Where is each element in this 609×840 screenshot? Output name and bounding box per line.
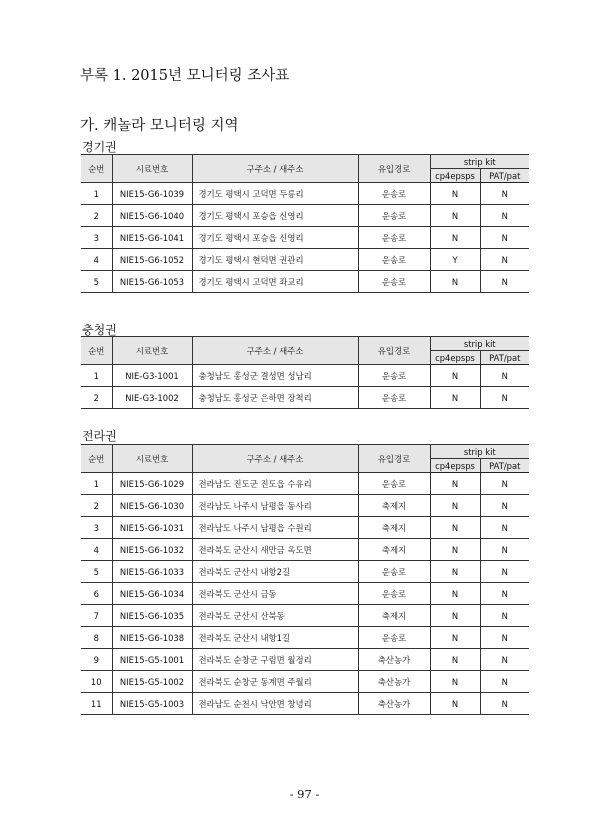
col-header-sample-id: 시료번호: [112, 155, 192, 183]
table-row: [81, 693, 529, 715]
table-row: [81, 583, 529, 605]
cell-route: 축제지: [358, 517, 430, 539]
cell-address: 충청남도 홍성군 결성면 성남리: [192, 365, 358, 387]
cell-pat: N: [480, 387, 529, 409]
cell-cp4epsps: N: [430, 495, 480, 517]
cell-pat: N: [480, 605, 529, 627]
cell-cp4epsps: N: [430, 649, 480, 671]
cell-sample-id: NIE15-G6-1039: [112, 183, 192, 205]
cell-address: 전라남도 나주시 남평읍 동사리: [192, 495, 358, 517]
cell-sample-id: NIE15-G6-1033: [112, 561, 192, 583]
table-row: [81, 671, 529, 693]
cell-route: 운송로: [358, 365, 430, 387]
cell-sample-id: NIE15-G6-1032: [112, 539, 192, 561]
cell-pat: N: [480, 365, 529, 387]
cell-pat: N: [480, 249, 529, 271]
cell-address: 전라북도 군산시 새만금 옥도면: [192, 539, 358, 561]
cell-pat: N: [480, 649, 529, 671]
cell-address: 전라남도 순천시 낙안면 창녕리: [192, 693, 358, 715]
col-header-no: 순번: [81, 445, 112, 473]
cell-no: 2: [81, 205, 112, 227]
cell-route: 축산농가: [358, 671, 430, 693]
cell-cp4epsps: N: [430, 583, 480, 605]
cell-cp4epsps: N: [430, 473, 480, 495]
cell-route: 운송로: [358, 473, 430, 495]
col-header-route: 유입경로: [358, 445, 430, 473]
monitoring-table-chungcheong: [81, 336, 529, 409]
cell-route: 축제지: [358, 539, 430, 561]
cell-cp4epsps: N: [430, 627, 480, 649]
cell-cp4epsps: N: [430, 183, 480, 205]
cell-address: 경기도 평택시 고덕면 두릉리: [192, 183, 358, 205]
table-row: [81, 605, 529, 627]
cell-route: 운송로: [358, 183, 430, 205]
col-header-strip-kit: strip kit: [430, 337, 529, 351]
cell-no: 7: [81, 605, 112, 627]
table-row: [81, 205, 529, 227]
cell-no: 11: [81, 693, 112, 715]
cell-cp4epsps: N: [430, 227, 480, 249]
cell-address: 전라북도 군산시 내항1길: [192, 627, 358, 649]
cell-cp4epsps: N: [430, 271, 480, 293]
cell-pat: N: [480, 671, 529, 693]
cell-address: 충청남도 홍성군 은하면 장척리: [192, 387, 358, 409]
table-row: [81, 387, 529, 409]
cell-route: 축제지: [358, 495, 430, 517]
cell-no: 3: [81, 227, 112, 249]
col-header-strip-kit: strip kit: [430, 155, 529, 169]
cell-address: 전라북도 순창군 동계면 주월리: [192, 671, 358, 693]
monitoring-table-gyeonggi: [81, 154, 529, 293]
col-header-sample-id: 시료번호: [112, 445, 192, 473]
col-header-sample-id: 시료번호: [112, 337, 192, 365]
cell-cp4epsps: N: [430, 517, 480, 539]
cell-cp4epsps: N: [430, 693, 480, 715]
cell-no: 1: [81, 183, 112, 205]
cell-address: 전라북도 군산시 산북동: [192, 605, 358, 627]
col-header-cp4epsps: cp4epsps: [430, 459, 480, 473]
cell-pat: N: [480, 205, 529, 227]
cell-sample-id: NIE15-G6-1030: [112, 495, 192, 517]
cell-sample-id: NIE15-G6-1034: [112, 583, 192, 605]
cell-pat: N: [480, 227, 529, 249]
col-header-no: 순번: [81, 337, 112, 365]
cell-sample-id: NIE15-G5-1002: [112, 671, 192, 693]
region-title-jeolla: 전라권: [82, 429, 117, 443]
cell-cp4epsps: N: [430, 605, 480, 627]
cell-address: 전라북도 순창군 구림면 월정리: [192, 649, 358, 671]
cell-cp4epsps: N: [430, 671, 480, 693]
cell-route: 운송로: [358, 227, 430, 249]
cell-pat: N: [480, 561, 529, 583]
cell-route: 운송로: [358, 583, 430, 605]
cell-no: 4: [81, 539, 112, 561]
col-header-cp4epsps: cp4epsps: [430, 351, 480, 365]
region-title-chungcheong: 충청권: [82, 323, 117, 337]
cell-sample-id: NIE-G3-1002: [112, 387, 192, 409]
cell-route: 운송로: [358, 271, 430, 293]
cell-address: 경기도 평택시 포승읍 신영리: [192, 227, 358, 249]
cell-pat: N: [480, 183, 529, 205]
cell-no: 1: [81, 365, 112, 387]
cell-sample-id: NIE15-G6-1035: [112, 605, 192, 627]
col-header-pat: PAT/pat: [480, 169, 529, 183]
cell-sample-id: NIE15-G5-1001: [112, 649, 192, 671]
table-row: [81, 473, 529, 495]
cell-cp4epsps: Y: [430, 249, 480, 271]
monitoring-table-jeolla: [81, 444, 529, 715]
cell-sample-id: NIE15-G6-1053: [112, 271, 192, 293]
cell-cp4epsps: N: [430, 387, 480, 409]
cell-route: 운송로: [358, 249, 430, 271]
cell-no: 5: [81, 271, 112, 293]
cell-address: 전라남도 진도군 진도읍 수유리: [192, 473, 358, 495]
cell-address: 경기도 평택시 고덕면 좌교리: [192, 271, 358, 293]
cell-cp4epsps: N: [430, 561, 480, 583]
cell-no: 3: [81, 517, 112, 539]
cell-address: 전라북도 군산시 금동: [192, 583, 358, 605]
cell-pat: N: [480, 583, 529, 605]
cell-address: 경기도 평택시 현덕면 권관리: [192, 249, 358, 271]
table-row: [81, 517, 529, 539]
cell-route: 운송로: [358, 387, 430, 409]
cell-no: 5: [81, 561, 112, 583]
section-title: 가. 캐놀라 모니터링 지역: [80, 118, 239, 134]
table-row: [81, 183, 529, 205]
table-row: [81, 561, 529, 583]
cell-no: 9: [81, 649, 112, 671]
cell-sample-id: NIE15-G6-1041: [112, 227, 192, 249]
cell-pat: N: [480, 627, 529, 649]
page-number: - 97 -: [289, 787, 320, 801]
cell-sample-id: NIE15-G5-1003: [112, 693, 192, 715]
cell-no: 6: [81, 583, 112, 605]
table-row: [81, 249, 529, 271]
region-title-gyeonggi: 경기권: [82, 140, 117, 154]
appendix-title: 부록 1. 2015년 모니터링 조사표: [80, 68, 290, 84]
table-row: [81, 271, 529, 293]
cell-cp4epsps: N: [430, 539, 480, 561]
col-header-cp4epsps: cp4epsps: [430, 169, 480, 183]
cell-sample-id: NIE15-G6-1052: [112, 249, 192, 271]
cell-no: 10: [81, 671, 112, 693]
cell-cp4epsps: N: [430, 205, 480, 227]
cell-sample-id: NIE15-G6-1031: [112, 517, 192, 539]
cell-route: 운송로: [358, 627, 430, 649]
cell-no: 1: [81, 473, 112, 495]
cell-pat: N: [480, 539, 529, 561]
col-header-route: 유입경로: [358, 337, 430, 365]
cell-pat: N: [480, 517, 529, 539]
cell-route: 축제지: [358, 605, 430, 627]
cell-no: 4: [81, 249, 112, 271]
col-header-address: 구주소 / 새주소: [192, 445, 358, 473]
cell-no: 2: [81, 387, 112, 409]
cell-pat: N: [480, 495, 529, 517]
cell-address: 경기도 평택시 포승읍 신영리: [192, 205, 358, 227]
cell-address: 전라북도 군산시 내항2길: [192, 561, 358, 583]
cell-sample-id: NIE15-G6-1038: [112, 627, 192, 649]
cell-address: 전라남도 나주시 남평읍 수원리: [192, 517, 358, 539]
table-row: [81, 627, 529, 649]
col-header-strip-kit: strip kit: [430, 445, 529, 459]
cell-sample-id: NIE15-G6-1040: [112, 205, 192, 227]
cell-sample-id: NIE15-G6-1029: [112, 473, 192, 495]
cell-route: 운송로: [358, 561, 430, 583]
cell-sample-id: NIE-G3-1001: [112, 365, 192, 387]
cell-route: 축산농가: [358, 649, 430, 671]
table-row: [81, 365, 529, 387]
cell-route: 축산농가: [358, 693, 430, 715]
cell-no: 8: [81, 627, 112, 649]
cell-pat: N: [480, 271, 529, 293]
table-row: [81, 495, 529, 517]
col-header-address: 구주소 / 새주소: [192, 155, 358, 183]
col-header-route: 유입경로: [358, 155, 430, 183]
cell-route: 운송로: [358, 205, 430, 227]
cell-pat: N: [480, 693, 529, 715]
col-header-pat: PAT/pat: [480, 351, 529, 365]
cell-pat: N: [480, 473, 529, 495]
cell-cp4epsps: N: [430, 365, 480, 387]
table-row: [81, 227, 529, 249]
cell-no: 2: [81, 495, 112, 517]
table-row: [81, 649, 529, 671]
col-header-address: 구주소 / 새주소: [192, 337, 358, 365]
col-header-pat: PAT/pat: [480, 459, 529, 473]
col-header-no: 순번: [81, 155, 112, 183]
table-row: [81, 539, 529, 561]
